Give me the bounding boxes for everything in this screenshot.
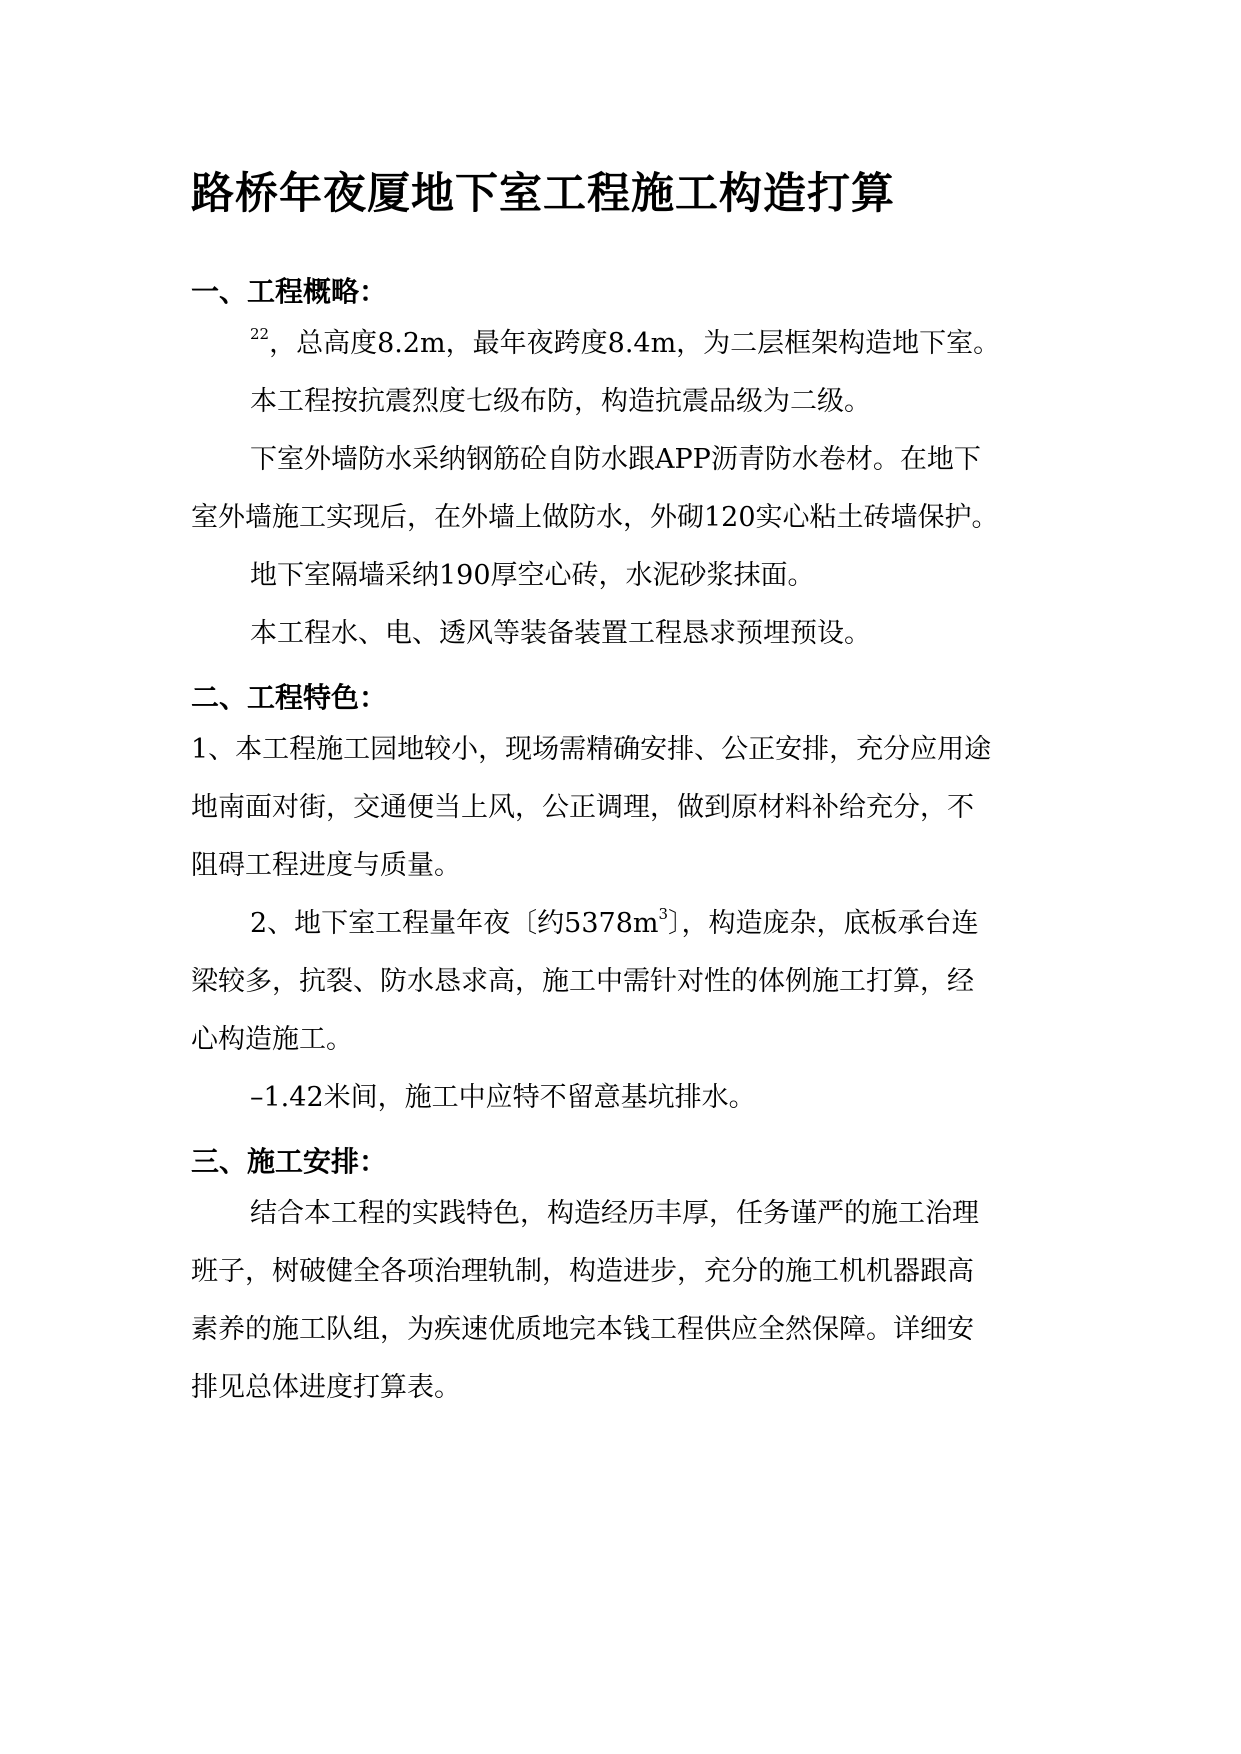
paragraph-line: 阻碍工程进度与质量。: [191, 850, 461, 881]
line-text: ，总高度8.2m，最年夜跨度8.4m，为二层框架构造地下室。: [269, 328, 1001, 359]
paragraph-line: [250, 325, 1001, 359]
paragraph-line: 素养的施工队组，为疾速优质地完本钱工程供应全然保障。详细安: [191, 1314, 974, 1345]
document-title: 路桥年夜厦地下室工程施工构造打算: [191, 169, 895, 219]
line-text: 〕，构造庞杂，底板承台连: [668, 908, 979, 939]
superscript: 3: [658, 905, 669, 923]
paragraph-line: 班子，树破健全各项治理轨制，构造进步，充分的施工机机器跟高: [191, 1256, 974, 1287]
paragraph-line: 排见总体进度打算表。: [191, 1372, 461, 1403]
section-heading-arrangement: 三、施工安排：: [191, 1145, 388, 1178]
paragraph-line: 室外墙施工实现后，在外墙上做防水，外砌120实心粘土砖墙保护。: [191, 502, 999, 533]
paragraph-line: 本工程水、电、透风等装备装置工程恳求预埋预设。: [250, 618, 871, 649]
paragraph-line: 1、本工程施工园地较小，现场需精确安排、公正安排，充分应用途: [191, 734, 992, 765]
section-heading-overview: 一、工程概略：: [191, 275, 388, 308]
paragraph-line: 梁较多，抗裂、防水恳求高，施工中需针对性的体例施工打算，经: [191, 966, 974, 997]
section-heading-features: 二、工程特色：: [191, 681, 388, 714]
paragraph-line: –1.42米间，施工中应特不留意基坑排水。: [250, 1082, 756, 1113]
paragraph-line: 下室外墙防水采纳钢筋砼自防水跟APP沥青防水卷材。在地下: [250, 444, 981, 475]
paragraph-line: 本工程按抗震烈度七级布防，构造抗震品级为二级。: [250, 386, 871, 417]
superscript: 22: [250, 325, 270, 343]
paragraph-line: [250, 905, 979, 939]
paragraph-line: 结合本工程的实践特色，构造经历丰厚，任务谨严的施工治理: [250, 1198, 979, 1229]
paragraph-line: 地南面对街，交通便当上风，公正调理，做到原材料补给充分，不: [191, 792, 974, 823]
line-text: 2、地下室工程量年夜〔约5378m: [250, 908, 659, 939]
paragraph-line: 地下室隔墙采纳190厚空心砖，水泥砂浆抹面。: [250, 560, 815, 591]
paragraph-line: 心构造施工。: [191, 1024, 353, 1055]
